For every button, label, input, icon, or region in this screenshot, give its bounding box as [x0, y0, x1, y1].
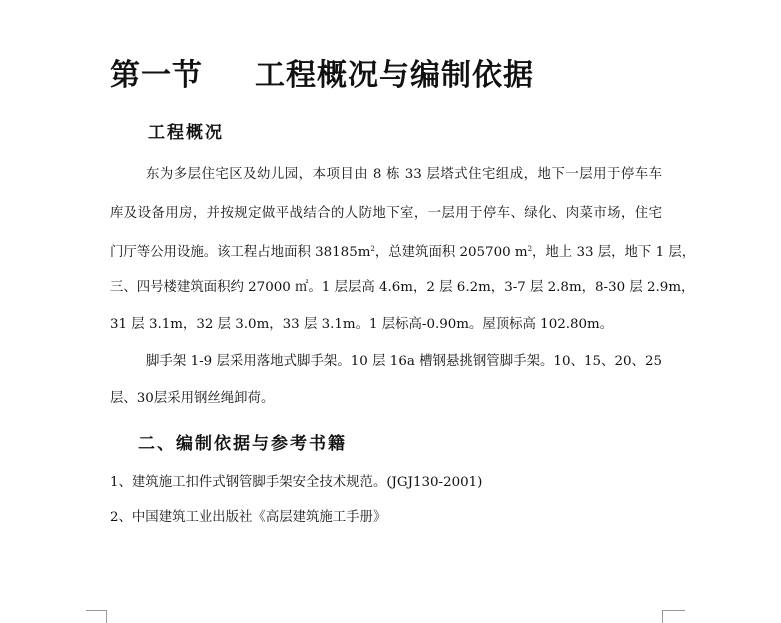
basis-heading: 二、编制依据与参考书籍 — [138, 434, 347, 454]
chapter-title-text: 工程概况与编制依据 — [255, 58, 534, 93]
overview-line-3-part-b: ，总建筑面积 205700 m — [374, 245, 528, 260]
overview-line-3-part-a: 门厅等公用设施。该工程占地面积 38185m — [110, 245, 371, 260]
overview-heading: 工程概况 — [148, 123, 224, 143]
overview-line-5: 31 层 3.1m，32 层 3.0m，33 层 3.1m。1 层标高-0.90m。屋顶标高 102.80m。 — [110, 317, 614, 332]
overview-line-3 — [110, 240, 696, 262]
superscript-squared: 2 — [370, 245, 375, 253]
page-corner-mark-left — [86, 610, 107, 623]
scaffold-line-1: 脚手架 1-9 层采用落地式脚手架。10 层 16a 槽钢悬挑钢管脚手架。10、15、20、25 — [146, 354, 662, 369]
overview-line-4: 三、四号楼建筑面积约 27000 ㎡。1 层层高 4.6m，2 层 6.2m，3-7 层 2.8m，8-30 层 2.9m， — [110, 280, 695, 295]
basis-item-1: 1、建筑施工扣件式钢管脚手架安全技术规范。(JGJ130-2001) — [110, 475, 483, 490]
overview-line-3-part-c: ，地上 33 层，地下 1 层， — [532, 245, 696, 260]
overview-line-1: 东为多层住宅区及幼儿园，本项目由 8 栋 33 层塔式住宅组成，地下一层用于停车车 — [146, 167, 662, 182]
superscript-squared-2: 2 — [527, 245, 533, 253]
chapter-title — [110, 50, 534, 94]
page-corner-mark-right — [662, 610, 685, 623]
chapter-section-number: 第一节 — [110, 58, 203, 93]
basis-item-2: 2、中国建筑工业出版社《高层建筑施工手册》 — [110, 510, 387, 525]
overview-line-2: 库及设备用房，并按规定做平战结合的人防地下室，一层用于停车、绿化、肉菜市场，住宅 — [110, 206, 662, 221]
scaffold-line-2: 层、30层采用钢丝绳卸荷。 — [110, 391, 275, 406]
